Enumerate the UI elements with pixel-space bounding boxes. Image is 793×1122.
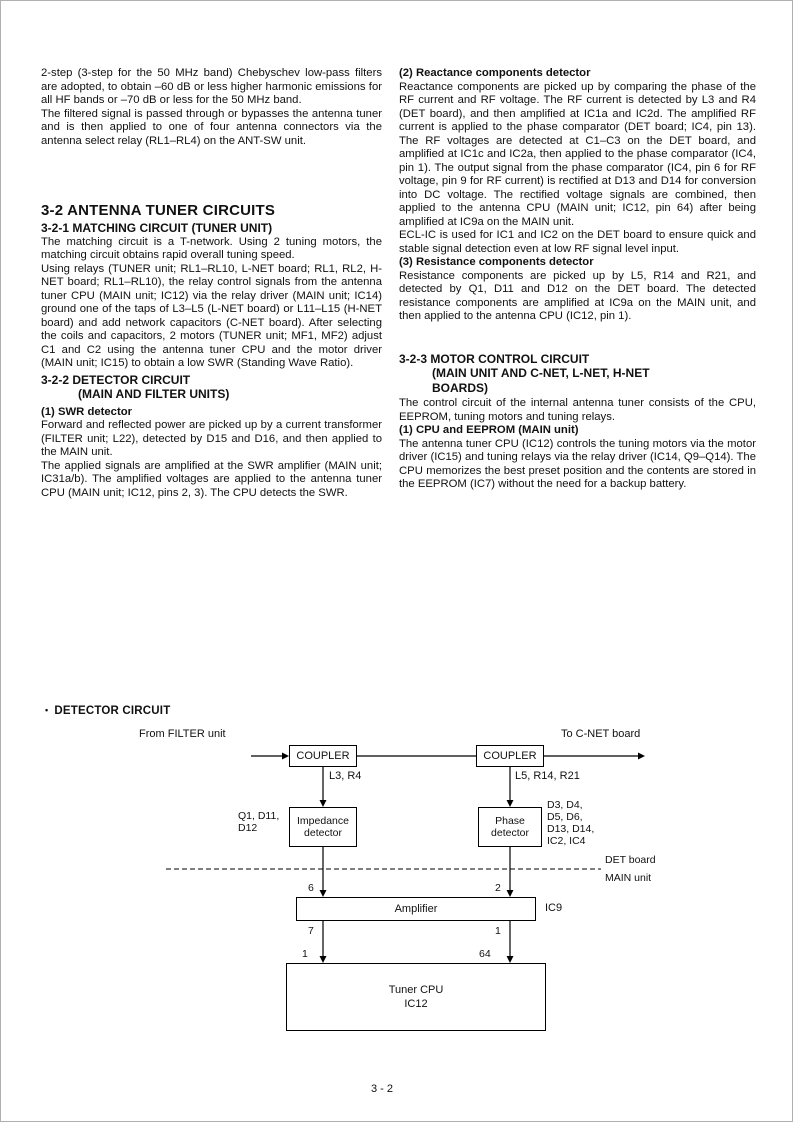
impedance-detector-label-line2: detector	[304, 827, 342, 839]
phase-parts-line1: D3, D4,	[547, 799, 583, 811]
arrowhead-into-cpu-right	[507, 956, 514, 963]
label-reactance-detector: (2) Reactance components detector	[399, 67, 591, 79]
coupler2-label: COUPLER	[483, 749, 537, 762]
label-cpu-eeprom: (1) CPU and EEPROM (MAIN unit)	[399, 424, 579, 436]
paragraph-ecl: ECL-IC is used for IC1 and IC2 on the DET board to ensure quick and stable signal detection even at low RF signal level input.	[399, 229, 756, 255]
paragraph-swr-1: Forward and reflected power are picked up by a current transformer (FILTER unit; L22), detected by D15 and D16, and then applied to the MAIN unit.	[41, 419, 382, 458]
amplifier-label: Amplifier	[394, 902, 438, 915]
amplifier-ic9-label: IC9	[545, 902, 563, 914]
label-swr-detector: (1) SWR detector	[41, 405, 133, 418]
pin-1-amp-label: 1	[495, 925, 501, 937]
coupler2-parts-label: L5, R14, R21	[515, 770, 580, 782]
diagram-title	[45, 705, 170, 717]
right-column	[399, 67, 756, 492]
impedance-parts-line1: Q1, D11,	[238, 810, 280, 822]
impedance-detector-box	[289, 807, 357, 847]
pin-7-label: 7	[308, 925, 314, 937]
subsection-heading-line2: (MAIN AND FILTER UNITS)	[78, 387, 230, 401]
left-column	[41, 67, 382, 500]
pin-2-label: 2	[495, 882, 501, 894]
paragraph-reactance: Reactance components are picked up by comparing the phase of the RF current and RF voltage. The RF current is detected by L3 and R4 (DET board), and then amplified at IC1a and IC2d. The amplified RF current is applied to the phase comparator (DET board; IC4, pin 13). The RF voltages are detected at C1–C3 on the DET board, and amplified at IC1c and IC2a, then applied to the phase comparator (IC4, pin 1). The output signal from the phase comparator (IC4, pin 6 for RF voltage, pin 9 for RF current) is rectified at D13 and D14 for conversion into DC voltage. The rectified voltage signals are combined, then applied to the antenna CPU (MAIN unit; IC12, pin 64) after being amplified at IC9a on the MAIN unit.	[399, 80, 756, 228]
paragraph-filters: 2-step (3-step for the 50 MHz band) Chebyschev low-pass filters are adopted, to obtain –60 dB or less higher harmonic emissions for all HF bands or –70 dB or less for the 50 MHz band.	[41, 67, 382, 106]
impedance-detector-label-line1: Impedance	[297, 814, 349, 827]
diagram-title-text: DETECTOR CIRCUIT	[54, 705, 171, 717]
arrowhead-into-amplifier-right	[507, 890, 514, 897]
paragraph-cpu-eeprom: The antenna tuner CPU (IC12) controls the tuning motors via the motor driver (IC15) and tuning relays via the relay driver (IC14, Q9–Q14). The CPU memorizes the best preset position and the contents are stored in the EEPROM (IC7) without the need for a backup battery.	[399, 437, 756, 490]
det-board-label: DET board	[605, 854, 656, 866]
impedance-parts-label	[238, 810, 279, 834]
tuner-cpu-label-line1: Tuner CPU	[388, 984, 444, 996]
subsection-heading-detector-circuit	[41, 373, 382, 402]
subsection-heading-line1: 3-2-2 DETECTOR CIRCUIT	[41, 372, 191, 387]
phase-parts-line4: IC2, IC4	[547, 835, 586, 847]
phase-detector-label-line1: Phase	[495, 814, 525, 827]
subsection-heading-motor-control	[399, 352, 756, 396]
arrowhead-into-cpu-left	[320, 956, 327, 963]
paragraph-motor-control: The control circuit of the internal antenna tuner consists of the CPU, EEPROM, tuning motors and tuning relays.	[399, 397, 756, 423]
paragraph-swr-2: The applied signals are amplified at the SWR amplifier (MAIN unit; IC31a/b). The amplified voltages are applied to the antenna tuner CPU (MAIN unit; IC12, pins 2, 3). The CPU detects the SWR.	[41, 459, 382, 499]
phase-detector-label-line2: detector	[491, 827, 529, 839]
paragraph-resistance: Resistance components are picked up by L5, R14 and R21, and detected by Q1, D11 and D12 on the DET board. The detected resistance components are amplified at IC9a on the MAIN unit, and then applied to the antenna CPU (IC12, pin 1).	[399, 269, 756, 322]
phase-parts-line2: D5, D6,	[547, 811, 583, 823]
arrowhead-into-coupler1	[282, 753, 289, 760]
coupler1-label: COUPLER	[296, 749, 350, 762]
impedance-parts-line2: D12	[238, 822, 258, 834]
phase-parts-label	[547, 799, 594, 847]
arrowhead-into-phase	[507, 800, 514, 807]
detector-circuit-diagram	[1, 701, 793, 1051]
from-filter-label: From FILTER unit	[139, 728, 226, 740]
subsection-heading-line3: BOARDS)	[432, 380, 488, 395]
to-cnet-label: To C-NET board	[561, 728, 641, 740]
arrowhead-into-amplifier-left	[320, 890, 327, 897]
page-number: 3 - 2	[370, 1083, 393, 1095]
arrowhead-to-cnet	[638, 753, 645, 760]
pin-1-cpu-label: 1	[302, 948, 308, 960]
paragraph-matching-2: Using relays (TUNER unit; RL1–RL10, L-NET board; RL1, RL2, H-NET board; RL1–RL10), the relay control signals from the antenna tuner CPU (MAIN unit; IC12) via the relay driver (MAIN unit; IC14) ground one of the taps of L3–L5 (L-NET board) or L11–L15 (H-NET board) and add network capacitors (C-NET board). After selecting the coils and capacitors, 2 motors (TUNER unit; MF1, MF2) adjust C1 and C2 using the antenna tuner CPU and the motor driver (MAIN unit; IC15) to obtain a low SWR (Standing Wave Ratio).	[41, 262, 382, 369]
coupler1-parts-label: L3, R4	[329, 770, 362, 782]
bullet-icon: •	[45, 705, 49, 715]
main-unit-label: MAIN unit	[605, 872, 652, 884]
phase-detector-box	[478, 807, 542, 847]
tuner-cpu-box	[286, 963, 546, 1031]
pin-64-label: 64	[479, 948, 491, 960]
section-heading-antenna-tuner: 3-2 ANTENNA TUNER CIRCUITS	[41, 202, 276, 219]
paragraph-filtered-signal: The filtered signal is passed through or bypasses the antenna tuner and is then applied to one of four antenna connectors via the antenna select relay (RL1–RL4) on the ANT-SW unit.	[41, 107, 382, 147]
subsection-heading-matching-circuit: 3-2-1 MATCHING CIRCUIT (TUNER UNIT)	[41, 221, 273, 235]
coupler1-box	[289, 745, 357, 767]
tuner-cpu-label-line2: IC12	[404, 998, 428, 1010]
pin-6-label: 6	[308, 882, 314, 894]
phase-parts-line3: D13, D14,	[547, 823, 595, 835]
subsection-heading-line1: 3-2-3 MOTOR CONTROL CIRCUIT	[399, 351, 590, 366]
coupler2-box	[476, 745, 544, 767]
subsection-heading-line2: (MAIN UNIT AND C-NET, L-NET, H-NET	[432, 366, 650, 380]
arrowhead-into-impedance	[320, 800, 327, 807]
paragraph-matching-1: The matching circuit is a T-network. Using 2 tuning motors, the matching circuit obtains rapid overall tuning speed.	[41, 235, 382, 261]
label-resistance-detector: (3) Resistance components detector	[399, 256, 594, 268]
amplifier-box	[296, 897, 536, 921]
